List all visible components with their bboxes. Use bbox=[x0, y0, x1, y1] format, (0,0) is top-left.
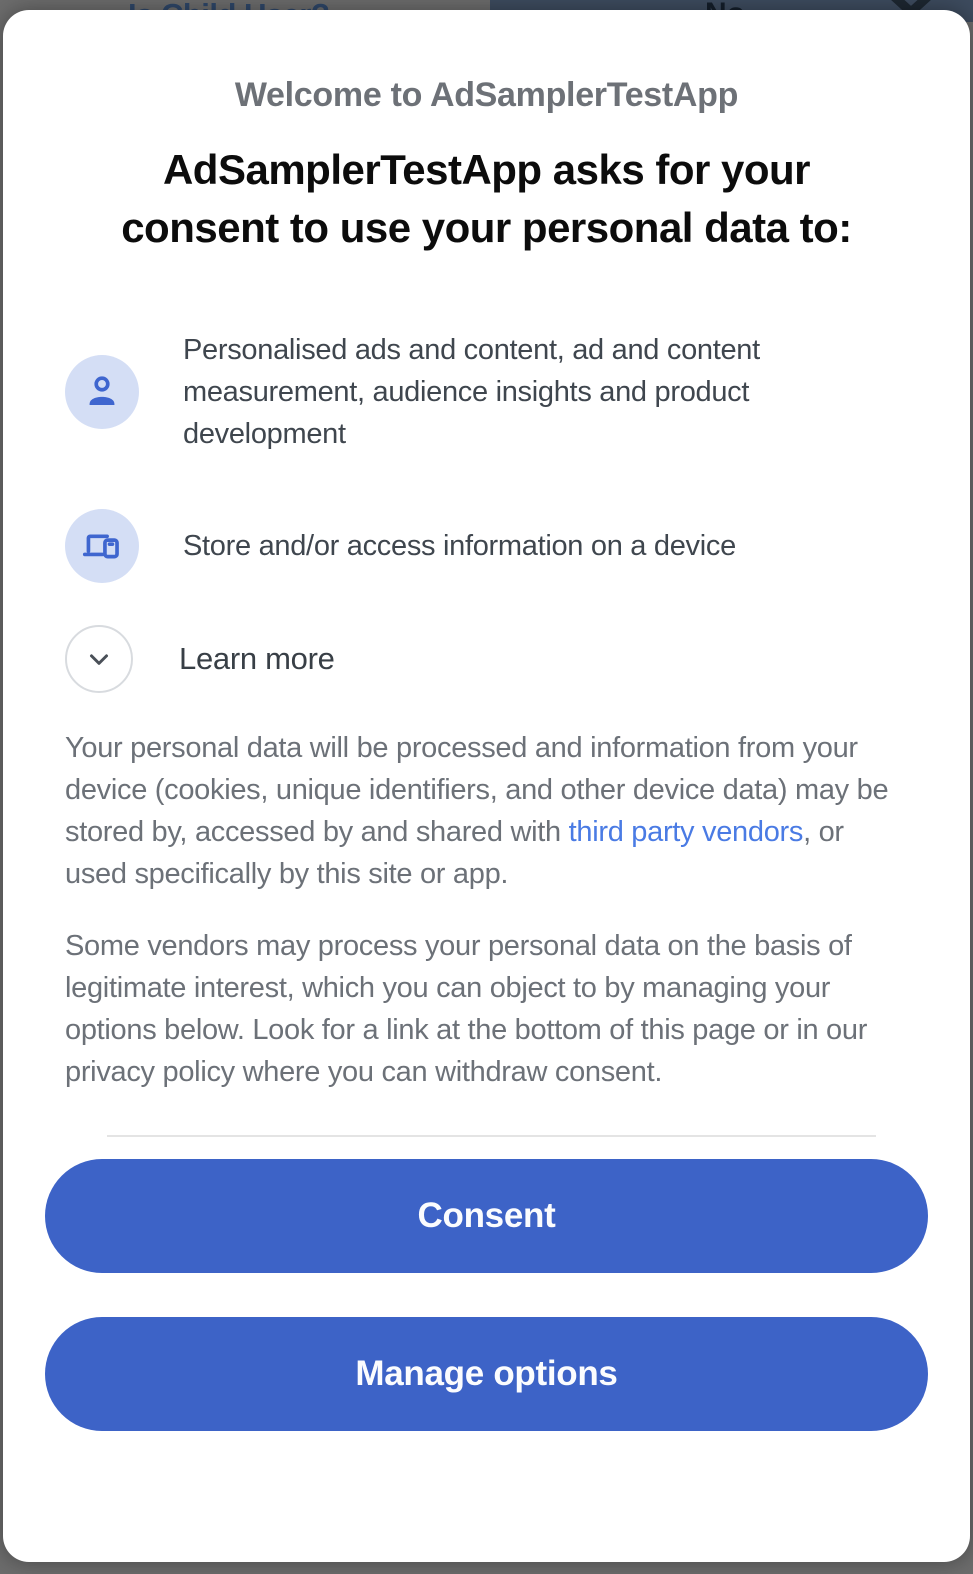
dialog-heading bbox=[3, 141, 970, 257]
third-party-vendors-link[interactable]: third party vendors bbox=[568, 816, 804, 848]
learn-more-label[interactable]: Learn more bbox=[179, 641, 335, 676]
purpose-row-personalised-ads bbox=[3, 329, 970, 455]
learn-more-row bbox=[3, 625, 970, 693]
dialog-heading-line2: consent to use your personal data to: bbox=[121, 204, 852, 251]
manage-options-button[interactable]: Manage options bbox=[45, 1317, 928, 1431]
purpose-text: Personalised ads and content, ad and content measurement, audience insights and product development bbox=[183, 334, 760, 450]
consent-button[interactable]: Consent bbox=[45, 1159, 928, 1273]
person-icon bbox=[65, 355, 139, 429]
divider bbox=[107, 1135, 876, 1137]
consent-dialog bbox=[3, 10, 970, 1562]
chevron-down-icon bbox=[84, 644, 114, 674]
devices-icon bbox=[65, 509, 139, 583]
purpose-text: Store and/or access information on a device bbox=[183, 530, 736, 562]
paragraph1-after-link: , or used specifically by this site or app. bbox=[65, 816, 844, 890]
dialog-heading-line1: AdSamplerTestApp asks for your bbox=[162, 146, 811, 193]
dialog-title: Welcome to AdSamplerTestApp bbox=[234, 76, 739, 114]
learn-more-expand-button[interactable] bbox=[65, 625, 133, 693]
paragraph1-before-link: Your personal data will be processed and information from your device (cookies, unique identifiers, and other device data) may be stored by, accessed by and shared with bbox=[65, 732, 889, 848]
consent-paragraph-1 bbox=[65, 727, 908, 895]
purpose-row-store-access bbox=[3, 509, 970, 583]
consent-paragraph-2: Some vendors may process your personal data on the basis of legitimate interest, which you can object to by managing your options below. Look for a link at the bottom of this page or in our privacy policy where you can withdraw consent. bbox=[65, 930, 868, 1088]
